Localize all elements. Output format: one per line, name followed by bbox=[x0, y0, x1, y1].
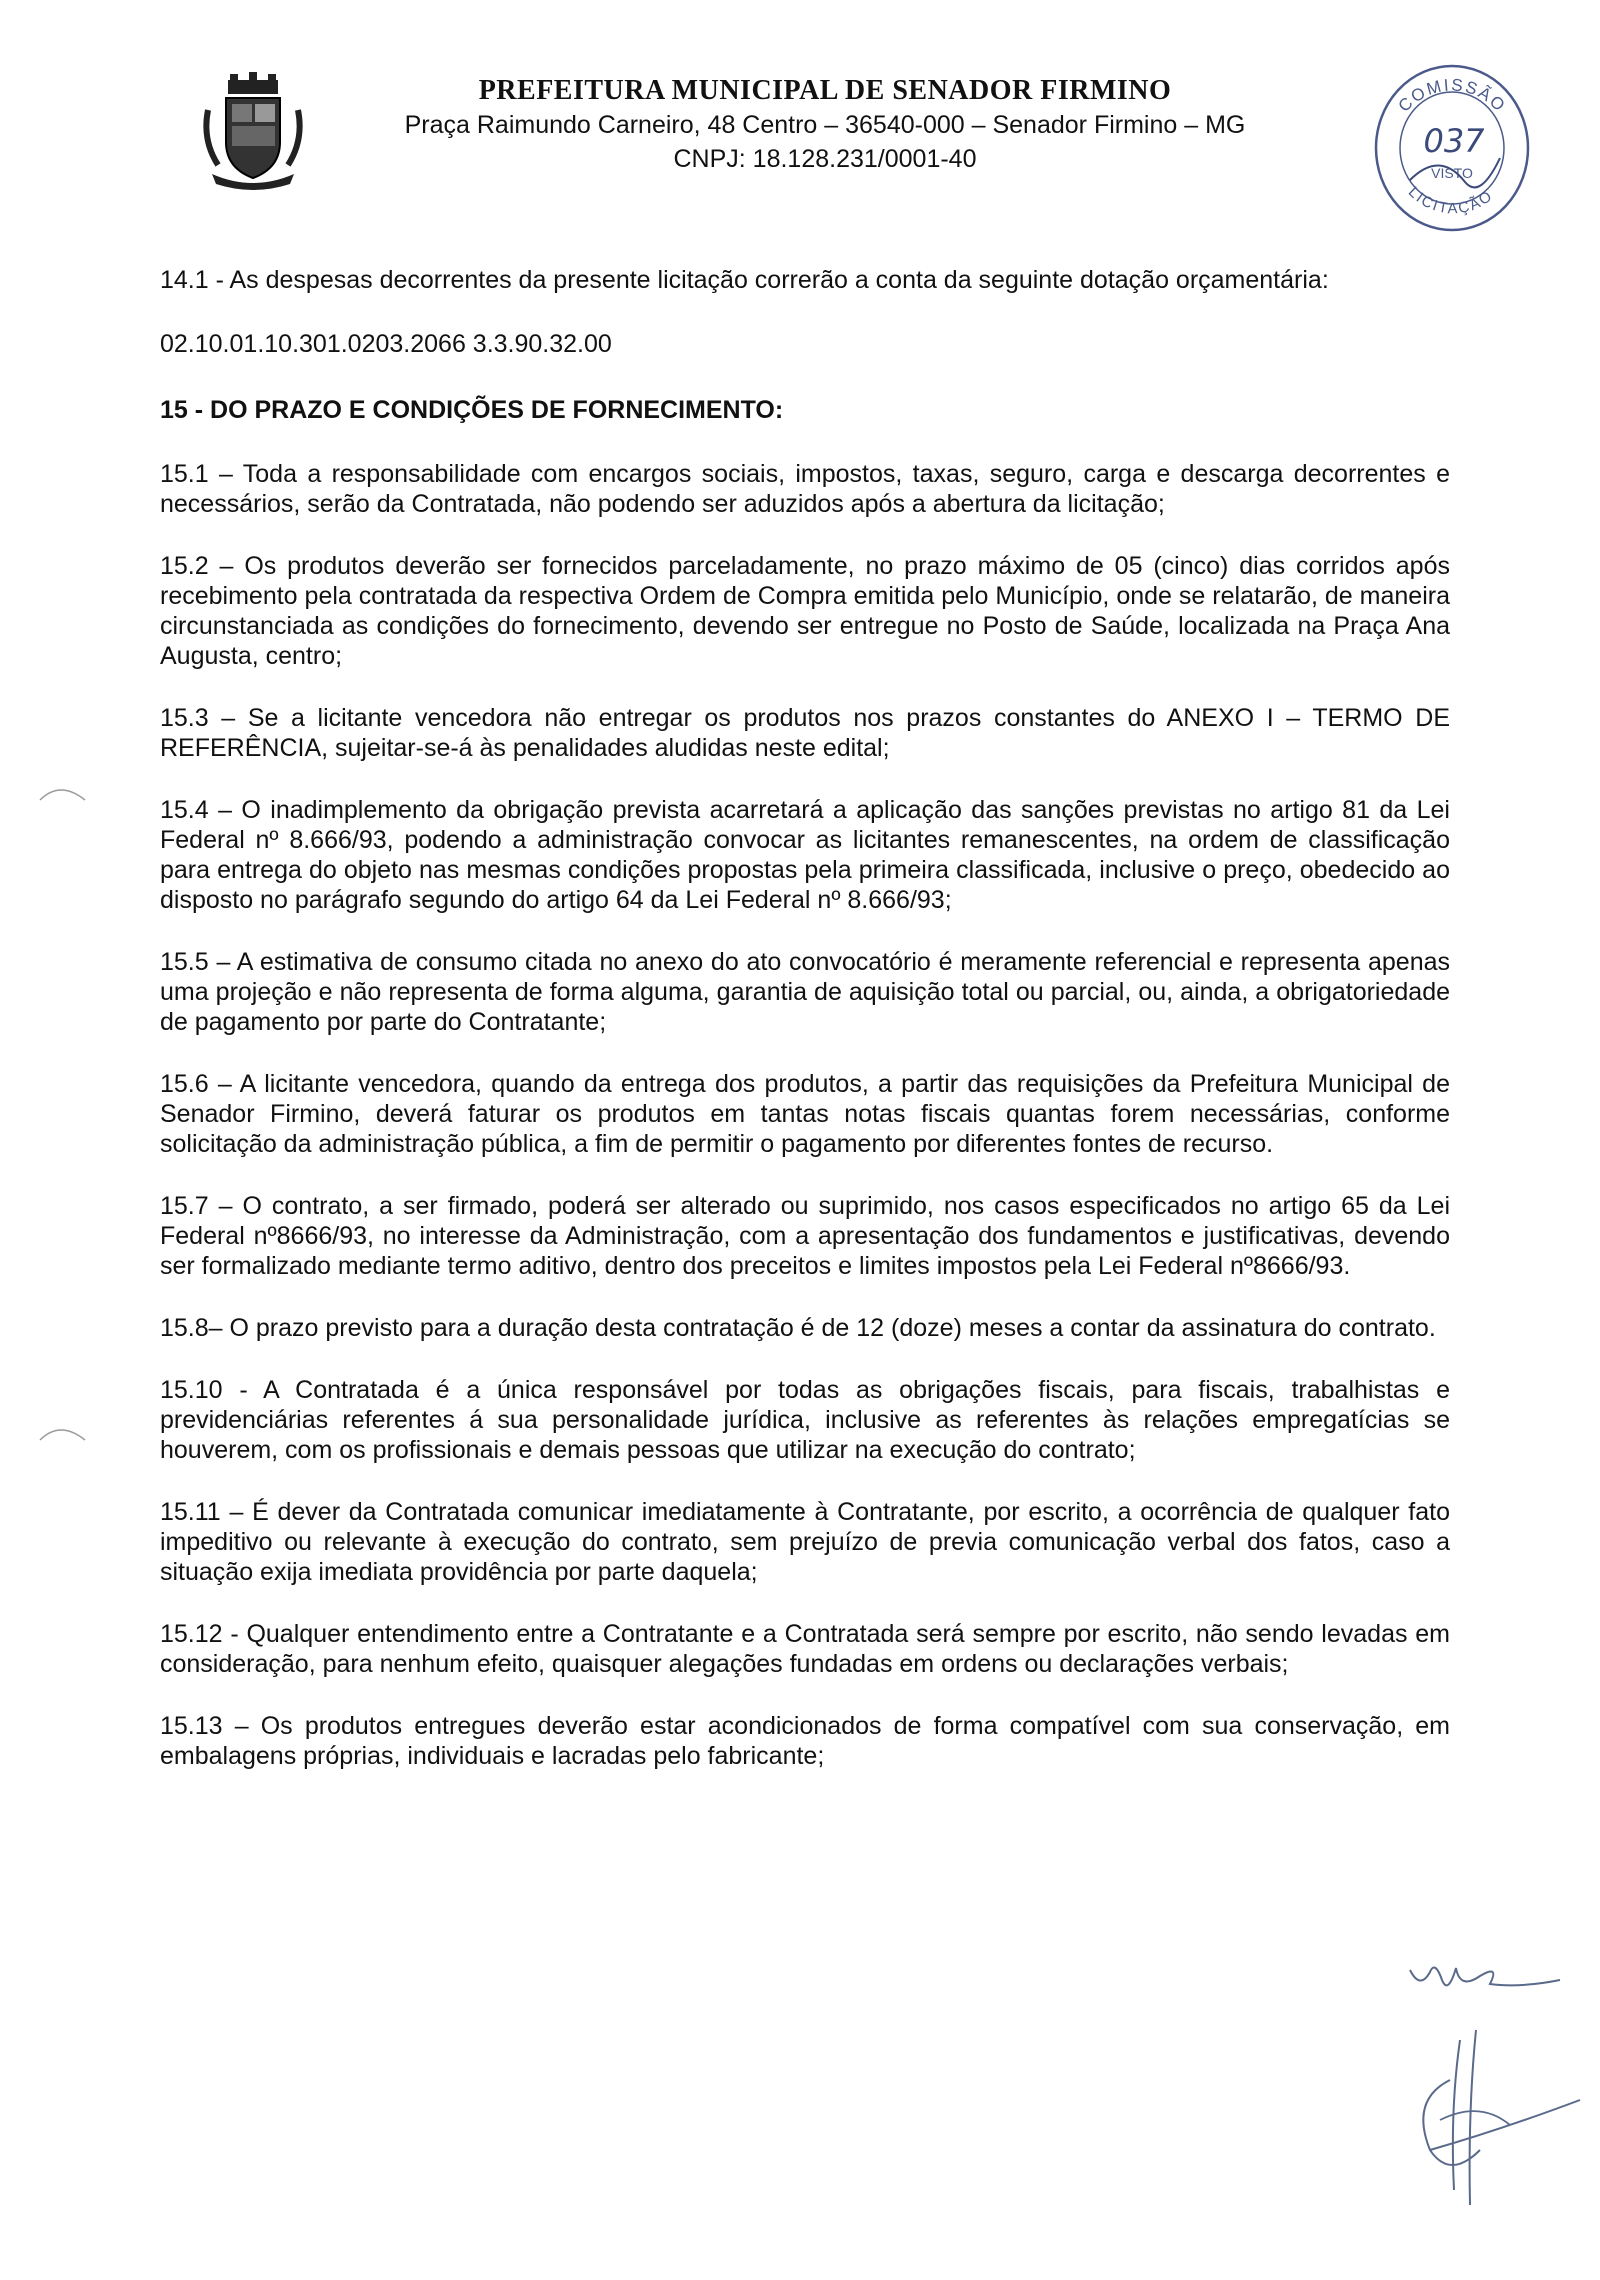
svg-text:COMISSÃO bbox=[1395, 75, 1510, 116]
section-15-heading: 15 - DO PRAZO E CONDIÇÕES DE FORNECIMENTO: bbox=[160, 396, 784, 424]
punch-hole-marks bbox=[30, 770, 100, 1470]
letterhead bbox=[320, 74, 1330, 176]
section-14-1: 14.1 - As despesas decorrentes da presente licitação correrão a conta da seguinte dotação orçamentária: bbox=[160, 266, 1329, 294]
clause-15-3: 15.3 – Se a licitante vencedora não entregar os produtos nos prazos constantes do ANEXO I – TERMO DE REFERÊNCIA, sujeitar-se-á às penalidades aludidas neste edital; bbox=[160, 704, 1450, 762]
clause-15-12: 15.12 - Qualquer entendimento entre a Contratante e a Contratada será sempre por escrito, não sendo levadas em consideração, para nenhum efeito, quaisquer alegações fundadas em ordens ou declarações verbais; bbox=[160, 1620, 1450, 1678]
org-address: Praça Raimundo Carneiro, 48 Centro – 36540-000 – Senador Firmino – MG bbox=[404, 111, 1246, 139]
stamp-visto: VISTO bbox=[1431, 165, 1473, 181]
commission-stamp-icon bbox=[1370, 60, 1535, 235]
clause-15-8: 15.8– O prazo previsto para a duração desta contratação é de 12 (doze) meses a contar da assinatura do contrato. bbox=[160, 1314, 1436, 1342]
clause-15-6: 15.6 – A licitante vencedora, quando da entrega dos produtos, a partir das requisições da Prefeitura Municipal de Senador Firmino, deverá faturar os produtos em tantas notas fiscais quantas forem necessárias, conforme solicitação da administração pública, a fim de permitir o pagamento por diferentes fontes de recurso. bbox=[160, 1070, 1450, 1158]
clause-15-2: 15.2 – Os produtos deverão ser fornecidos parceladamente, no prazo máximo de 05 (cinco) dias corridos após recebimento pela contratada da respectiva Ordem de Compra emitida pelo Município, onde se relatarão, de maneira circunstanciada as condições do fornecimento, devendo ser entregue no Posto de Saúde, localizada na Praça Ana Augusta, centro; bbox=[160, 552, 1450, 670]
handwritten-signature-icon bbox=[1390, 1950, 1590, 2220]
clause-15-11: 15.11 – É dever da Contratada comunicar imediatamente à Contratante, por escrito, a ocorrência de qualquer fato impeditivo ou relevante à execução do contrato, sem prejuízo de previa comunicação verbal dos fatos, caso a situação exija imediata providência por parte daquela; bbox=[160, 1498, 1450, 1586]
municipal-coat-of-arms-icon bbox=[198, 70, 308, 190]
stamp-text-bottom: LICITAÇÃO bbox=[1404, 183, 1497, 218]
clause-15-4: 15.4 – O inadimplemento da obrigação prevista acarretará a aplicação das sanções previstas no artigo 81 da Lei Federal nº 8.666/93, podendo a administração convocar as licitantes remanescentes, na ordem de classificação para entrega do objeto nas mesmas condições propostas pela primeira classificada, inclusive o preço, obedecido ao disposto no parágrafo segundo do artigo 64 da Lei Federal nº 8.666/93; bbox=[160, 796, 1450, 914]
document-body bbox=[160, 265, 1450, 1803]
svg-text:LICITAÇÃO bbox=[1405, 184, 1497, 218]
stamp-text-top: COMISSÃO bbox=[1394, 75, 1510, 117]
budget-code: 02.10.01.10.301.0203.2066 3.3.90.32.00 bbox=[160, 330, 612, 358]
stamp-number: 037 bbox=[1423, 122, 1485, 160]
clause-15-5: 15.5 – A estimativa de consumo citada no anexo do ato convocatório é meramente referencial e representa apenas uma projeção e não representa de forma alguma, garantia de aquisição total ou parcial, ou, ainda, a obrigatoriedade de pagamento por parte do Contratante; bbox=[160, 948, 1450, 1036]
clause-15-7: 15.7 – O contrato, a ser firmado, poderá ser alterado ou suprimido, nos casos especificados no artigo 65 da Lei Federal nº8666/93, no interesse da Administração, com a apresentação dos fundamentos e justificativas, devendo ser formalizado mediante termo aditivo, dentro dos preceitos e limites impostos pela Lei Federal nº8666/93. bbox=[160, 1192, 1450, 1280]
org-name: PREFEITURA MUNICIPAL DE SENADOR FIRMINO bbox=[478, 75, 1172, 106]
clause-15-13: 15.13 – Os produtos entregues deverão estar acondicionados de forma compatível com sua conservação, em embalagens próprias, individuais e lacradas pelo fabricante; bbox=[160, 1712, 1450, 1770]
clause-15-1: 15.1 – Toda a responsabilidade com encargos sociais, impostos, taxas, seguro, carga e descarga decorrentes e necessários, serão da Contratada, não podendo ser aduzidos após a abertura da licitação; bbox=[160, 460, 1450, 518]
clause-15-10: 15.10 - A Contratada é a única responsável por todas as obrigações fiscais, para fiscais, trabalhistas e previdenciárias referentes á sua personalidade jurídica, inclusive as referentes às relações empregatícias se houverem, com os profissionais e demais pessoas que utilizar na execução do contrato; bbox=[160, 1376, 1450, 1464]
org-cnpj: CNPJ: 18.128.231/0001-40 bbox=[673, 145, 977, 173]
